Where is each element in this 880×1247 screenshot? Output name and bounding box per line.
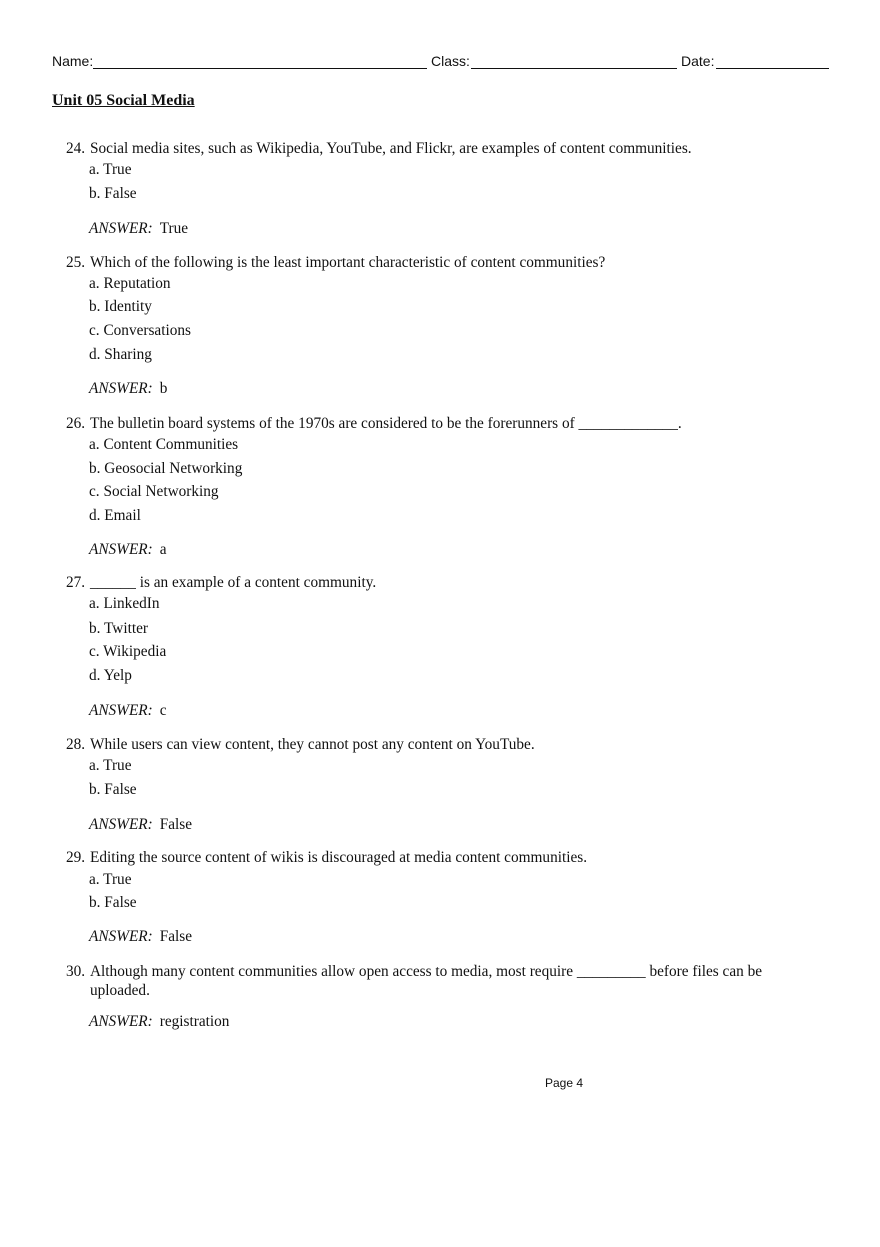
answer-label: ANSWER: [89,220,153,237]
answer-value: False [159,928,193,945]
answer-option: d. Sharing [89,346,152,363]
answer-value: a [159,541,167,558]
answer-option: d. Email [89,507,141,524]
answer-key [89,1012,229,1031]
answer-label: ANSWER: [89,380,153,397]
answer-option: d. Yelp [89,667,132,684]
answer-key [89,379,167,398]
question-29 [66,848,826,945]
question-number: 25. [66,254,86,271]
question-text: Although many content communities allow open access to media, most require _________ before files can be uploaded. [90,963,763,999]
answer-value: False [159,816,193,833]
answer-option: a. True [89,871,132,888]
answer-key [89,219,188,238]
class-blank-line [471,68,677,69]
answer-label: ANSWER: [89,702,153,719]
answer-key [89,540,167,559]
unit-title: Unit 05 Social Media [52,92,195,109]
question-number: 30. [66,963,86,980]
question-number: 29. [66,849,86,866]
question-number: 26. [66,415,86,432]
answer-key [89,927,192,946]
answer-value: registration [159,1013,230,1030]
answer-value: b [159,380,168,397]
question-text: Which of the following is the least important characteristic of content communities? [90,254,606,271]
date-blank-line [716,68,829,69]
answer-option: b. False [89,185,137,202]
name-blank-line [93,68,427,69]
question-26 [66,414,826,558]
answer-option: a. LinkedIn [89,595,160,612]
answer-label: ANSWER: [89,1013,153,1030]
answer-key [89,701,167,720]
question-number: 27. [66,574,86,591]
page-number: Page 4 [545,1076,584,1090]
question-text: Social media sites, such as Wikipedia, YouTube, and Flickr, are examples of content communities. [90,140,692,157]
question-number: 24. [66,140,86,157]
answer-option: a. Reputation [89,275,171,292]
answer-option: a. True [89,757,132,774]
question-text: Editing the source content of wikis is discouraged at media content communities. [90,849,588,866]
answer-option: a. Content Communities [89,436,239,453]
answer-option: b. Twitter [89,620,148,637]
answer-option: c. Social Networking [89,483,219,500]
question-24 [66,139,826,237]
answer-value: c [159,702,167,719]
answer-option: b. False [89,781,137,798]
question-27 [66,573,826,719]
question-text: The bulletin board systems of the 1970s are considered to be the forerunners of _____________. [90,415,682,432]
question-30 [66,962,826,1030]
date-label: Date: [681,53,715,69]
answer-option: c. Wikipedia [89,643,167,660]
answer-option: b. False [89,894,137,911]
answer-value: True [159,220,189,237]
answer-label: ANSWER: [89,816,153,833]
student-info-header [52,52,830,72]
name-label: Name: [52,53,94,69]
question-number: 28. [66,736,86,753]
answer-label: ANSWER: [89,541,153,558]
answer-option: a. True [89,161,132,178]
answer-key [89,815,192,834]
answer-option: b. Identity [89,298,152,315]
question-text: ______ is an example of a content community. [90,574,377,591]
answer-label: ANSWER: [89,928,153,945]
question-25 [66,253,826,397]
answer-option: b. Geosocial Networking [89,460,243,477]
question-text: While users can view content, they cannot post any content on YouTube. [90,736,535,753]
question-28 [66,735,826,833]
class-label: Class: [431,53,470,69]
answer-option: c. Conversations [89,322,191,339]
